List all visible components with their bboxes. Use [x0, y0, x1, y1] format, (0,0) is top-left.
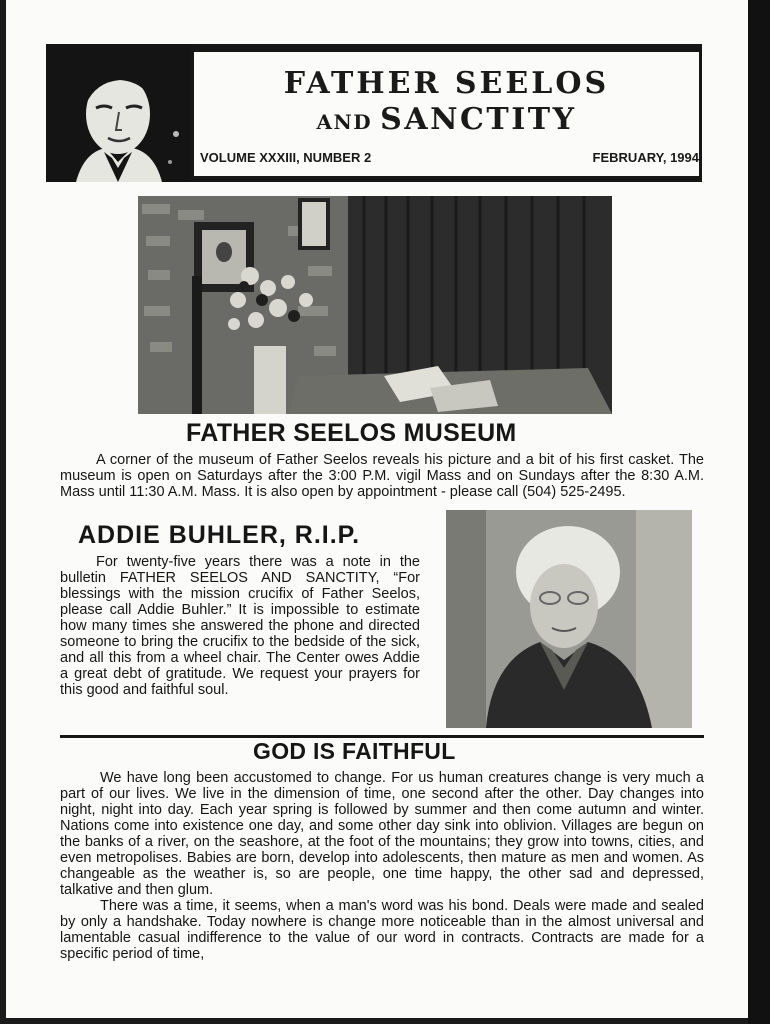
faithful-paragraph-1: We have long been accustomed to change. For us human creatures change is very much a part of our lives. We live in the dimension of time, one second after the other. Day changes into night, night into day. Each year spring is followed by summer and then come autumn and winter. Nations come into existence one day, and some other day sink into oblivion. Villages are begun on the banks of a river, on the seashore, at the foot of the mountains; they grow into towns, cities, and even metropolises. Babies are born, develop into adolescents, then mature as men and women. As changeable as the weather is, so are people, one time happy, the other sad and depressed, talkative and then glum.	[60, 770, 704, 898]
masthead	[46, 44, 702, 182]
newsletter-title-line2	[194, 102, 699, 137]
faithful-paragraph-2: There was a time, it seems, when a man's word was his bond. Deals were made and sealed by only a handshake. Today nowhere is change more noticeable than in the almost universal and lamentable casual indifference to the value of our word in contracts. Contracts are made for a specific period of time,	[60, 898, 704, 962]
faithful-heading: GOD IS FAITHFUL	[253, 738, 456, 764]
newsletter-title-line1: FATHER SEELOS	[283, 66, 610, 101]
portrait-icon	[46, 44, 191, 182]
masthead-title-box	[194, 52, 699, 176]
addie-photo	[446, 510, 692, 728]
museum-heading: FATHER SEELOS MUSEUM	[186, 419, 517, 447]
issue-date: FEBRUARY, 1994	[592, 150, 699, 165]
scan-edge	[748, 0, 770, 1024]
title-and: AND	[316, 110, 373, 134]
addie-text: For twenty-five years there was a note in the bulletin FATHER SEELOS AND SANCTITY, “For blessings with the mission crucifix of Father Seelos, please call Addie Buhler.” It is impossible to estimate how many times she answered the phone and directed someone to bring the crucifix to the bedside of the sick, and all this from a wheel chair. The Center owes Addie a great debt of gratitude. We request your prayers for this good and faithful soul.	[60, 554, 420, 698]
newsletter-page	[6, 0, 748, 1018]
faithful-text	[60, 770, 704, 962]
title-sanctity: SANCTITY	[380, 102, 577, 137]
addie-heading: ADDIE BUHLER, R.I.P.	[78, 521, 361, 549]
museum-photo	[138, 196, 612, 414]
volume-number: VOLUME XXXIII, NUMBER 2	[200, 150, 372, 165]
museum-text: A corner of the museum of Father Seelos reveals his picture and a bit of his first casket. The museum is open on Saturdays after the 3:00 P.M. vigil Mass and on Sundays after the 8:30 A.M. Mass until 11:30 A.M. Mass. It is also open by appointment - please call (504) 525-2495.	[60, 452, 704, 500]
